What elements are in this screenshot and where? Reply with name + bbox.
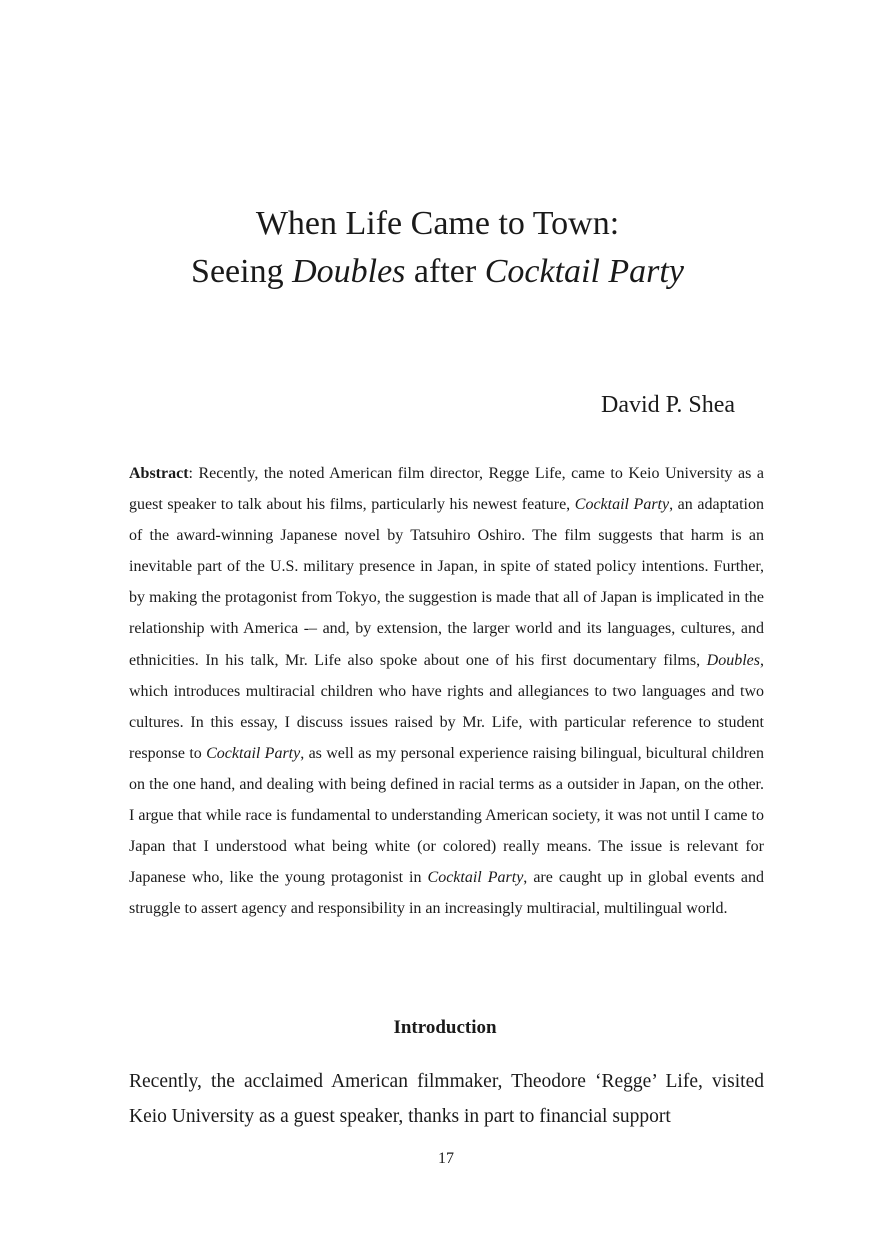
film-title: Cocktail Party (574, 496, 670, 514)
introduction-paragraph: Recently, the acclaimed American filmmaker, Theodore ‘Regge’ Life, visited Keio University as a guest speaker, thanks in part to financial support (129, 1071, 764, 1127)
paper-title (0, 200, 875, 296)
film-title: Cocktail Party (427, 869, 524, 887)
film-title: Doubles (706, 651, 760, 669)
author-name: David P. Shea (601, 392, 735, 418)
abstract-label: Abstract (129, 465, 189, 482)
abstract-text: , as well as my personal experience raising bilingual, bicultural children on the one hand, and dealing with being defined in racial terms as a outsider in Japan, on the other. I argue that while race is fundamental to understanding American society, it was not until I came to Japan that I understood what being white (or colored) really means. The issue is relevant for Japanese who, like the young protagonist in (129, 744, 764, 887)
abstract-text: , an adaptation of the award-winning Japanese novel by Tatsuhiro Oshiro. The film suggests that harm is an inevitable part of the U.S. military presence in Japan, in spite of stated policy intentions. Further, by making the protagonist from Tokyo, the suggestion is made that all of Japan is implicated in the relationship with America -– and, by extension, the larger world and its languages, cultures, and ethnicities. In his talk, Mr. Life also spoke about one of his first documentary films, (129, 496, 765, 669)
title-line-2 (0, 248, 875, 296)
abstract (129, 458, 764, 924)
title-film-cocktail-party: Cocktail Party (484, 253, 684, 290)
title-text: Seeing (191, 253, 293, 290)
title-film-doubles: Doubles (292, 253, 406, 290)
abstract-text: , are caught up in global events and struggle to assert agency and responsibility in an increasingly multiracial, multilingual world. (129, 869, 765, 918)
abstract-text: , which introduces multiracial children who have rights and allegiances to two languages and two cultures. In this essay, I discuss issues raised by Mr. Life, with particular reference to student response to (129, 651, 764, 762)
page-number: 17 (438, 1150, 454, 1167)
abstract-text: : Recently, the noted American film director, Regge Life, came to Keio University as a guest speaker to talk about his films, particularly his newest feature, (129, 465, 764, 514)
section-heading-introduction: Introduction (393, 1017, 497, 1038)
title-line-1: When Life Came to Town: (255, 205, 620, 242)
title-text: after (405, 253, 485, 290)
film-title: Cocktail Party (206, 744, 301, 762)
